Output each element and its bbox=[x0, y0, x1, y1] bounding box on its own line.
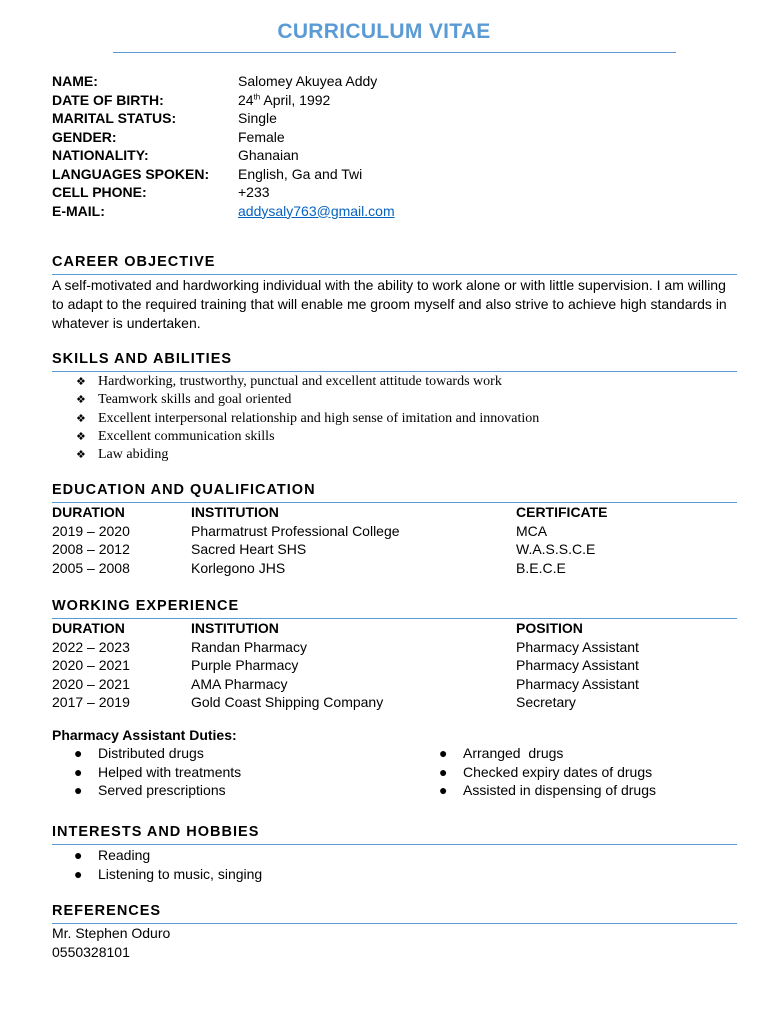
table-cell: W.A.S.S.C.E bbox=[516, 541, 596, 557]
column-header: INSTITUTION bbox=[191, 620, 279, 636]
table-row bbox=[52, 656, 737, 675]
bullet-icon: ● bbox=[439, 782, 448, 798]
column-header: DURATION bbox=[52, 504, 125, 520]
duties-column-right bbox=[417, 744, 656, 800]
skill-text: Excellent communication skills bbox=[98, 428, 275, 444]
table-cell: 2008 – 2012 bbox=[52, 541, 130, 557]
duties-list bbox=[52, 744, 737, 800]
list-item bbox=[52, 781, 241, 800]
table-cell: 2017 – 2019 bbox=[52, 694, 130, 710]
bullet-icon: ● bbox=[74, 745, 83, 761]
duty-text: Checked expiry dates of drugs bbox=[463, 763, 653, 780]
skill-text: Hardworking, trustworthy, punctual and excellent attitude towards work bbox=[98, 374, 502, 389]
table-cell: Korlegono JHS bbox=[191, 559, 286, 576]
title-divider bbox=[113, 52, 676, 53]
table-row bbox=[52, 559, 737, 578]
info-label: LANGUAGES SPOKEN: bbox=[52, 165, 210, 182]
column-header: INSTITUTION bbox=[191, 504, 279, 520]
info-label: CELL PHONE: bbox=[52, 184, 147, 200]
info-value bbox=[238, 202, 395, 221]
duty-text: Assisted in dispensing of drugs bbox=[463, 782, 656, 798]
table-cell: 2005 – 2008 bbox=[52, 559, 130, 576]
table-cell: Randan Pharmacy bbox=[191, 638, 307, 655]
skill-text: Law abiding bbox=[98, 447, 169, 463]
bullet-icon: ● bbox=[74, 847, 83, 863]
table-cell: Secretary bbox=[516, 694, 576, 710]
diamond-bullet-icon: ❖ bbox=[76, 448, 86, 462]
table-header bbox=[52, 503, 737, 522]
bullet-icon: ● bbox=[439, 763, 448, 780]
list-item bbox=[52, 373, 737, 391]
duty-text: Arranged drugs bbox=[463, 745, 564, 761]
duty-text: Distributed drugs bbox=[98, 745, 204, 761]
section-heading: CAREER OBJECTIVE bbox=[52, 254, 737, 275]
bullet-icon: ● bbox=[74, 763, 83, 780]
duty-text: Helped with treatments bbox=[98, 763, 242, 780]
section-heading: EDUCATION AND QUALIFICATION bbox=[52, 482, 737, 503]
table-cell: Pharmacy Assistant bbox=[516, 675, 639, 692]
interests-list bbox=[52, 846, 737, 883]
dob-suffix: th bbox=[253, 91, 261, 101]
info-label: E-MAIL: bbox=[52, 202, 105, 219]
table-cell: AMA Pharmacy bbox=[191, 675, 288, 692]
reference-name: Mr. Stephen Oduro bbox=[52, 925, 171, 941]
interests-section bbox=[52, 824, 737, 883]
table-cell: MCA bbox=[516, 522, 548, 539]
section-heading: SKILLS AND ABILITIES bbox=[52, 351, 737, 372]
table-cell: 2022 – 2023 bbox=[52, 638, 130, 655]
duty-text: Served prescriptions bbox=[98, 782, 226, 798]
list-item bbox=[52, 865, 737, 884]
dob-rest: April, 1992 bbox=[260, 91, 331, 108]
skill-text: Excellent interpersonal relationship and high sense of imitation and innovation bbox=[98, 410, 540, 426]
diamond-bullet-icon: ❖ bbox=[76, 393, 86, 407]
experience-table bbox=[52, 619, 737, 712]
diamond-bullet-icon: ❖ bbox=[76, 375, 86, 388]
table-cell: Pharmacy Assistant bbox=[516, 657, 639, 673]
info-value: +233 bbox=[238, 184, 270, 200]
page-title: CURRICULUM VITAE bbox=[277, 20, 491, 43]
career-objective-section bbox=[52, 254, 737, 333]
education-section bbox=[52, 482, 737, 577]
list-item bbox=[417, 781, 656, 800]
skill-text: Teamwork skills and goal oriented bbox=[98, 392, 292, 408]
dob-day: 24 bbox=[238, 91, 254, 108]
column-header: CERTIFICATE bbox=[516, 504, 608, 520]
info-value: Single bbox=[238, 110, 277, 126]
table-row bbox=[52, 522, 737, 541]
experience-section bbox=[52, 598, 737, 800]
duties-heading: Pharmacy Assistant Duties: bbox=[52, 726, 237, 743]
table-row bbox=[52, 638, 737, 657]
education-table bbox=[52, 503, 737, 577]
list-item bbox=[417, 763, 656, 782]
section-heading: INTERESTS AND HOBBIES bbox=[52, 824, 737, 845]
interest-text: Reading bbox=[98, 847, 151, 863]
table-row bbox=[52, 540, 737, 559]
list-item bbox=[52, 846, 737, 865]
info-value: English, Ga and Twi bbox=[238, 165, 363, 182]
bullet-icon: ● bbox=[439, 745, 448, 761]
diamond-bullet-icon: ❖ bbox=[76, 411, 86, 425]
info-label: NATIONALITY: bbox=[52, 147, 149, 163]
skills-section bbox=[52, 351, 737, 464]
email-link[interactable]: addysaly763@gmail.com bbox=[238, 202, 395, 219]
info-value: Salomey Akuyea Addy bbox=[238, 73, 378, 89]
list-item bbox=[52, 446, 737, 464]
section-heading: WORKING EXPERIENCE bbox=[52, 598, 737, 619]
table-cell: Purple Pharmacy bbox=[191, 657, 299, 673]
table-cell: 2019 – 2020 bbox=[52, 522, 130, 539]
list-item bbox=[52, 391, 737, 409]
list-item bbox=[417, 744, 656, 763]
reference-phone: 0550328101 bbox=[52, 943, 130, 960]
table-cell: Sacred Heart SHS bbox=[191, 541, 307, 557]
list-item bbox=[52, 744, 241, 763]
list-item bbox=[52, 410, 737, 428]
bullet-icon: ● bbox=[74, 865, 83, 882]
references-section bbox=[52, 903, 737, 961]
info-value: Female bbox=[238, 128, 285, 145]
section-heading: REFERENCES bbox=[52, 903, 737, 924]
info-label: GENDER: bbox=[52, 128, 117, 145]
info-value: Ghanaian bbox=[238, 147, 299, 163]
table-header bbox=[52, 619, 737, 638]
list-item bbox=[52, 428, 737, 446]
table-cell: 2020 – 2021 bbox=[52, 675, 130, 692]
bullet-icon: ● bbox=[74, 782, 83, 798]
list-item bbox=[52, 763, 241, 782]
info-label: MARITAL STATUS: bbox=[52, 110, 177, 126]
skills-list bbox=[52, 373, 737, 464]
diamond-bullet-icon: ❖ bbox=[76, 429, 86, 443]
duties-column-left bbox=[52, 744, 241, 800]
info-label: NAME: bbox=[52, 73, 98, 89]
career-objective-text: A self-motivated and hardworking individual with the ability to work alone or with little supervision. I am willing to adapt to the required training that will enable me groom myself and also strive to achieve high standards in whatever is undertaken. bbox=[52, 277, 727, 331]
table-cell: Gold Coast Shipping Company bbox=[191, 694, 384, 710]
table-row bbox=[52, 675, 737, 694]
table-cell: B.E.C.E bbox=[516, 559, 566, 576]
table-row bbox=[52, 693, 737, 712]
interest-text: Listening to music, singing bbox=[98, 865, 263, 882]
info-label: DATE OF BIRTH: bbox=[52, 91, 164, 108]
table-cell: Pharmatrust Professional College bbox=[191, 522, 400, 539]
column-header: DURATION bbox=[52, 620, 125, 636]
info-value bbox=[238, 91, 330, 110]
table-cell: Pharmacy Assistant bbox=[516, 638, 639, 655]
table-cell: 2020 – 2021 bbox=[52, 657, 130, 673]
column-header: POSITION bbox=[516, 620, 583, 636]
